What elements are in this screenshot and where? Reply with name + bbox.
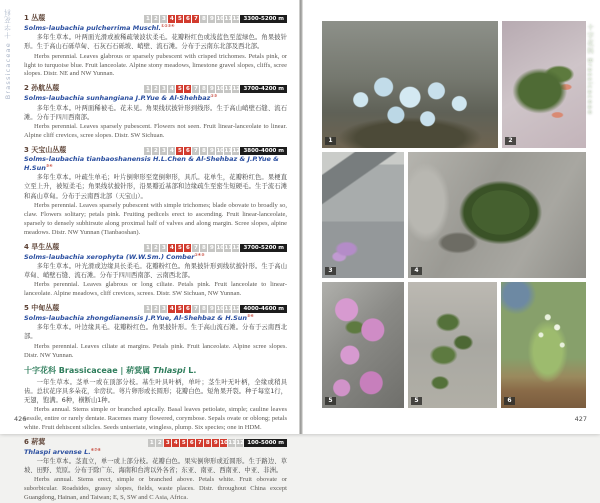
month-badge: 12 — [232, 147, 241, 154]
month-badge: 12 — [232, 306, 241, 313]
month-badge: 9 — [210, 147, 214, 154]
month-badge: 5 — [178, 86, 182, 93]
month-badge: 2 — [154, 306, 158, 313]
photo-1-solms-laubachia-pulcherrima — [322, 21, 498, 148]
photo-4-solms-laubachia-xerophyta — [408, 152, 586, 278]
species-entry-6 — [24, 437, 287, 503]
month-badge: 1 — [146, 306, 150, 313]
photo-number-plate: 5 — [325, 397, 336, 405]
month-badge: 6 — [186, 244, 190, 251]
photo-number-plate: 4 — [411, 267, 422, 275]
description-english: Herbs perennial. Leaves sparsely pubescent. Flowers not seen. Fruit linear-lanceolate to linear. Alpine cliff crevices, scree slopes. Distr. SW Sichuan. — [24, 122, 287, 139]
elevation-badge: 3800-4000 m — [240, 147, 287, 155]
elevation-badge: 3700-4200 m — [240, 85, 287, 93]
photo-ref-superscript: ①④⑤ — [194, 251, 205, 257]
elevation-badge: 4000-4600 m — [240, 305, 287, 313]
month-badge: 6 — [186, 147, 190, 154]
month-badge: 3 — [162, 16, 166, 22]
month-badge: 12 — [232, 86, 241, 93]
photo-ref-superscript: ①②③④ — [160, 23, 175, 28]
month-badge: 7 — [194, 86, 198, 93]
month-badge: 5 — [178, 244, 182, 251]
month-badge: 12 — [232, 16, 241, 22]
entry-title: 1 丛菔 — [24, 14, 46, 22]
species-entry-2 — [24, 83, 287, 140]
photo-2-solms-laubachia-sunhangiana — [502, 21, 586, 148]
month-badge: 12 — [236, 439, 244, 446]
family-sidebar-tab-right: 十字花科 Brassicaceae — [586, 24, 594, 116]
month-badge: 12 — [232, 244, 241, 251]
description-chinese: 多年生草本。叶两面光滑或被稀疏皱波状柔毛。花瓣粉红色或浅蓝色至蓝绿色。角果披针形。生于高山石砾草甸、石灰石石砾坡、峭壁、流石滩。分布于云南东北部及西北部。 — [24, 34, 287, 51]
entry-title: 4 旱生丛菔 — [24, 242, 60, 251]
genus-header: 十字花科 Brassicaceae | 菥蓂属 Thlaspi L. — [24, 365, 197, 375]
photo-6-thlaspi-arvense — [501, 282, 586, 408]
description-chinese: 一年生草本。茎直立，单一或上部分枝。花瓣白色。果实倒卵形或近圆形。生于路边、草坡、田野、荒原。分布于除广东、海南和台湾以外各省；东亚、南亚、西南亚、中亚、非洲。 — [24, 458, 287, 475]
month-strip — [143, 244, 287, 252]
latin-name: Solms-laubachia zhongdianensis J.P.Yue, Al-Shehbaz & H.Sun⑤⑥ — [24, 313, 254, 323]
month-badge: 8 — [202, 244, 206, 251]
month-badge: 7 — [194, 147, 198, 154]
photo-ref-superscript: ③④ — [45, 163, 53, 169]
entry-title: 3 天宝山丛菔 — [24, 145, 67, 154]
month-badge: 5 — [181, 439, 186, 446]
family-sidebar-tab-left: Brassicaceae 十字花科 — [4, 8, 12, 100]
genus-section-thlaspi — [24, 365, 287, 433]
month-badge: 10 — [216, 16, 225, 22]
month-badge: 3 — [162, 86, 166, 93]
month-badge: 5 — [178, 147, 182, 154]
month-badge: 8 — [202, 86, 206, 93]
entry-title: 2 孙航丛菔 — [24, 84, 60, 93]
description-chinese: 多年生草本。叶两面稀被毛。花未见。角果线状披针形到线形。生于高山峭壁石缝、流石滩。分布于四川西南部。 — [24, 104, 287, 121]
description-chinese: 多年生草本。叶光滑或边缘具长柔毛。花瓣粉红色。角果披针形到线状披针形。生于高山草甸、峭壁石缝、流石滩。分布于四川西南部、云南西北部。 — [24, 262, 287, 279]
species-entry-4 — [24, 242, 287, 299]
month-badge: 3 — [162, 306, 166, 313]
latin-name: Solms-laubachia pulcherrima Muschl.①②③④ — [24, 23, 175, 33]
photo-5a-solms-laubachia-zhongdianensis — [322, 282, 404, 408]
month-badge: 8 — [202, 147, 206, 154]
species-entry-5 — [24, 303, 287, 360]
description-english: Herbs perennial. Leaves glabrous or sparsely pubescent with crisped trichomes. Petals pink, or light to turquoise blue. Fruit lanceolate. Alpine stony meadows, limestone gravel slopes, cliffs, scree slopes. Distr. NE and NW Yunnan. — [24, 52, 287, 78]
month-badge: 11 — [224, 244, 233, 251]
month-badge: 4 — [170, 16, 174, 22]
description-english: Herbs perennial. Leaves ciliate at margins. Petals pink. Fruit lanceolate. Alpine scree slopes. Distr. NW Yunnan. — [24, 342, 287, 359]
photo-number-plate: 6 — [504, 397, 515, 405]
month-badge: 9 — [210, 86, 214, 93]
month-badge: 8 — [205, 439, 210, 446]
month-badge: 5 — [178, 16, 182, 22]
month-strip — [143, 15, 287, 23]
month-badge: 7 — [194, 16, 198, 22]
month-badge: 10 — [216, 306, 225, 313]
genus-description-chinese: 一年生草本。茎单一或在顶部分枝。基生叶具叶柄，单叶；茎生叶无叶柄，全缘或稍具齿。总状花序具多朵花，伞房状。萼片卵形或长圆形；花瓣白色。短角果开裂。种子每室1行，无翅，饱满。6种，横断山1种。 — [24, 378, 287, 404]
month-badge: 6 — [186, 16, 190, 22]
right-page — [303, 0, 600, 434]
elevation-badge: 100-5000 m — [244, 439, 287, 447]
month-badge: 6 — [189, 439, 194, 446]
month-badge: 9 — [213, 439, 218, 446]
month-badge: 10 — [216, 244, 225, 251]
photo-5b-solms-laubachia-zhongdianensis — [408, 282, 497, 408]
photo-number-plate: 1 — [325, 137, 336, 145]
month-strip — [143, 147, 287, 155]
month-badge: 8 — [202, 306, 206, 313]
latin-name: Thlaspi arvense L.⑥⑦⑧ — [24, 446, 101, 456]
month-badge: 4 — [170, 147, 174, 154]
description-english: Herbs perennial. Leaves glabrous or long ciliate. Petals pink. Fruit lanceolate to linear-lanceolate. Alpine meadows, cliff crevices, screes. Distr. SW Sichuan, NW Yunnan. — [24, 281, 287, 298]
description-chinese: 多年生草本。叶疏生单毛；叶片倒卵形至宽倒卵形，具爪。花单生，花瓣粉红色。果梗直立至上升，被短柔毛；角果线状披针形，沿果瓣近基部和边缘疏生至密生短硬毛。生于流石滩和高山草甸。分布于云南西北部（天宝山）。 — [24, 174, 287, 200]
elevation-badge: 3700-5200 m — [240, 244, 287, 252]
month-strip — [143, 305, 287, 313]
month-badge: 7 — [194, 306, 198, 313]
month-badge: 3 — [165, 439, 170, 446]
month-badge: 2 — [154, 16, 158, 22]
elevation-badge: 3300-5200 m — [240, 15, 287, 23]
month-badge: 11 — [224, 147, 233, 154]
left-page — [0, 0, 300, 502]
month-badge: 1 — [146, 244, 150, 251]
month-badge: 10 — [220, 439, 228, 446]
latin-name: Solms-laubachia xerophyta (W.W.Sm.) Comber①④⑤ — [24, 251, 205, 261]
entry-title: 6 菥蓂 — [24, 437, 46, 446]
month-badge: 11 — [228, 439, 236, 446]
photo-ref-superscript: ⑤⑥ — [247, 313, 254, 319]
month-badge: 1 — [146, 147, 150, 154]
photo-ref-superscript: ②③ — [210, 93, 218, 99]
species-entry-list — [24, 13, 287, 503]
page-number-right: 427 — [574, 415, 587, 423]
month-badge: 9 — [210, 244, 214, 251]
species-entry-1 — [24, 13, 287, 79]
latin-name: Solms-laubachia tianbaoshanensis H.L.Chen & Al-Shehbaz & J.P.Yue & H.Sun③④ — [24, 154, 279, 173]
photo-number-plate: 5 — [411, 397, 422, 405]
month-badge: 9 — [210, 306, 214, 313]
month-badge: 2 — [154, 244, 158, 251]
month-strip — [143, 85, 287, 93]
month-badge: 9 — [210, 16, 214, 22]
month-badge: 3 — [162, 244, 166, 251]
month-badge: 5 — [178, 306, 182, 313]
month-badge: 7 — [194, 244, 198, 251]
month-badge: 4 — [170, 86, 174, 93]
entry-title: 5 中甸丛菔 — [24, 304, 60, 313]
photo-3-solms-laubachia-tianbaoshanensis — [322, 152, 404, 278]
month-badge: 1 — [149, 439, 154, 446]
month-badge: 6 — [186, 306, 190, 313]
photo-number-plate: 2 — [505, 137, 516, 145]
month-badge: 4 — [173, 439, 178, 446]
month-badge: 8 — [202, 16, 206, 22]
month-badge: 2 — [154, 147, 158, 154]
month-badge: 4 — [170, 244, 174, 251]
month-badge: 7 — [197, 439, 202, 446]
month-badge: 11 — [224, 306, 233, 313]
description-english: Herbs perennial. Leaves sparsely pubescent with simple trichomes; blade obovate to broadly so, claw. Flowers solitary; petals pink. Fruiting pedicels erect to ascending. Fruit linear-lanceolate, sparsely to densely subhirsute along proximal half of valves and along margin. Scree slopes, alpine meadows. Distr. NW Yunnan (Tianbaoshan). — [24, 201, 287, 236]
month-badge: 10 — [216, 86, 225, 93]
photo-number-plate: 3 — [325, 267, 336, 275]
month-badge: 11 — [224, 16, 233, 22]
month-badge: 6 — [186, 86, 190, 93]
latin-name: Solms-laubachia sunhangiana J.P.Yue & Al-Shehbaz②③ — [24, 93, 218, 103]
genus-description-english: Herbs annual. Stems simple or branched apically. Basal leaves petiolate, simple; cauline leaves sessile, entire or rarely dentate. Racemes many flowered, corymbose. Sepals ovate or oblong; petals white. Fruit dehiscent silicles. Seeds uniseriate, wingless, plump. Six species; one in HDM. — [24, 405, 287, 431]
month-badge: 1 — [146, 16, 150, 22]
page-number-left: 426 — [14, 415, 27, 423]
month-badge: 10 — [216, 147, 225, 154]
description-chinese: 多年生草本。叶边缘具毛。花瓣粉红色。角果披针形。生于高山流石滩。分布于云南西北部。 — [24, 324, 287, 341]
month-badge: 11 — [224, 86, 233, 93]
photo-ref-superscript: ⑥⑦⑧ — [90, 446, 101, 452]
species-entry-3 — [24, 145, 287, 238]
description-english: Herbs annual. Stems erect, simple or branched above. Petals white. Fruit obovate or suborbicular. Roadsides, grassy slopes, fields, waste places. Distr. throughout China except Guangdong, Hainan, and Taiwan; E, S, SW and C Asia, Africa. — [24, 476, 287, 502]
month-badge: 3 — [162, 147, 166, 154]
month-badge: 4 — [170, 306, 174, 313]
month-badge: 2 — [157, 439, 162, 446]
month-badge: 2 — [154, 86, 158, 93]
month-badge: 1 — [146, 86, 150, 93]
month-strip — [147, 439, 287, 447]
